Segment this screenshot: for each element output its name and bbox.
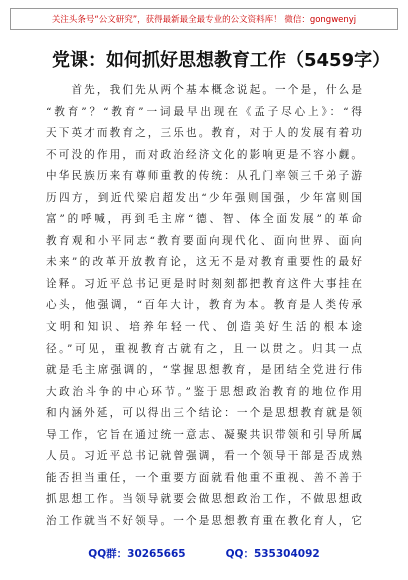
- body-line: 历四方，到近代梁启超发出“少年强则国强，少年富则国: [46, 191, 362, 204]
- body-line: 中华民族历来有尊师重教的传统：从孔门率领三千弟子游: [46, 170, 362, 183]
- body-line: 天下英才而教育之，三乐也。教育，对于人的发展有着功: [46, 127, 362, 140]
- body-line: 能否担当重任，一个重要方面就看他重不重视、善不善于: [46, 471, 362, 484]
- body-line: “教育”？“教育”一词最早出现在《孟子尽心上》：“得: [46, 105, 362, 118]
- body-line: 未来”的改革开放教育论，这无不是对教育重要性的最好: [46, 256, 362, 269]
- page-title: 党课：如何抓好思想教育工作（5459字）: [52, 50, 391, 71]
- body-line: 文明和知识、培养年轻一代、创造美好生活的根本途: [46, 321, 362, 334]
- footer-qq-group: QQ群：30265665: [88, 548, 186, 560]
- body-line: 径。”可见，重视教育古就有之，且一以贯之。归其一点: [46, 342, 362, 355]
- body-line: 不可没的作用，而对政治经济文化的影响更是不容小觑。: [46, 148, 362, 161]
- body-line: 大政治斗争的中心环节。”鉴于思想政治教育的地位作用: [46, 385, 362, 398]
- body-line: 首先，我们先从两个基本概念说起。一个是，什么是: [46, 84, 362, 96]
- banner-text: 关注头条号“公文研究”，获得最新最全最专业的公文资料库！ 微信：gongwenyj: [51, 15, 357, 25]
- body-line: 导工作，它旨在通过统一意志、凝聚共识带领和引导所属: [46, 428, 362, 441]
- body-line: 人员。习近平总书记就曾强调，看一个领导干部是否成熟: [46, 450, 362, 463]
- body-line: 诠释。习近平总书记更是时时刻刻都把教育这件大事挂在: [46, 277, 362, 290]
- body-line: 抓思想工作。当领导就要会做思想政治工作，不做思想政: [46, 493, 362, 506]
- footer-contacts: [0, 546, 408, 562]
- header-banner: [10, 8, 398, 30]
- body-line: 富”的呼喊，再到毛主席“德、智、体全面发展”的革命: [46, 213, 362, 226]
- body-text: [46, 80, 362, 532]
- body-line: 心头，他强调，“百年大计，教育为本。教育是人类传承: [46, 299, 362, 312]
- body-line: 治工作就当不好领导。一个是思想教育重在教化育人，它: [46, 514, 362, 527]
- body-line: 就是毛主席强调的，“掌握思想教育，是团结全党进行伟: [46, 364, 362, 377]
- footer-qq: QQ：535304092: [225, 548, 320, 560]
- body-line: 教育观和小平同志“教育要面向现代化、面向世界、面向: [46, 234, 362, 247]
- body-line: 和内涵外延，可以得出三个结论：一个是思想教育就是领: [46, 407, 362, 420]
